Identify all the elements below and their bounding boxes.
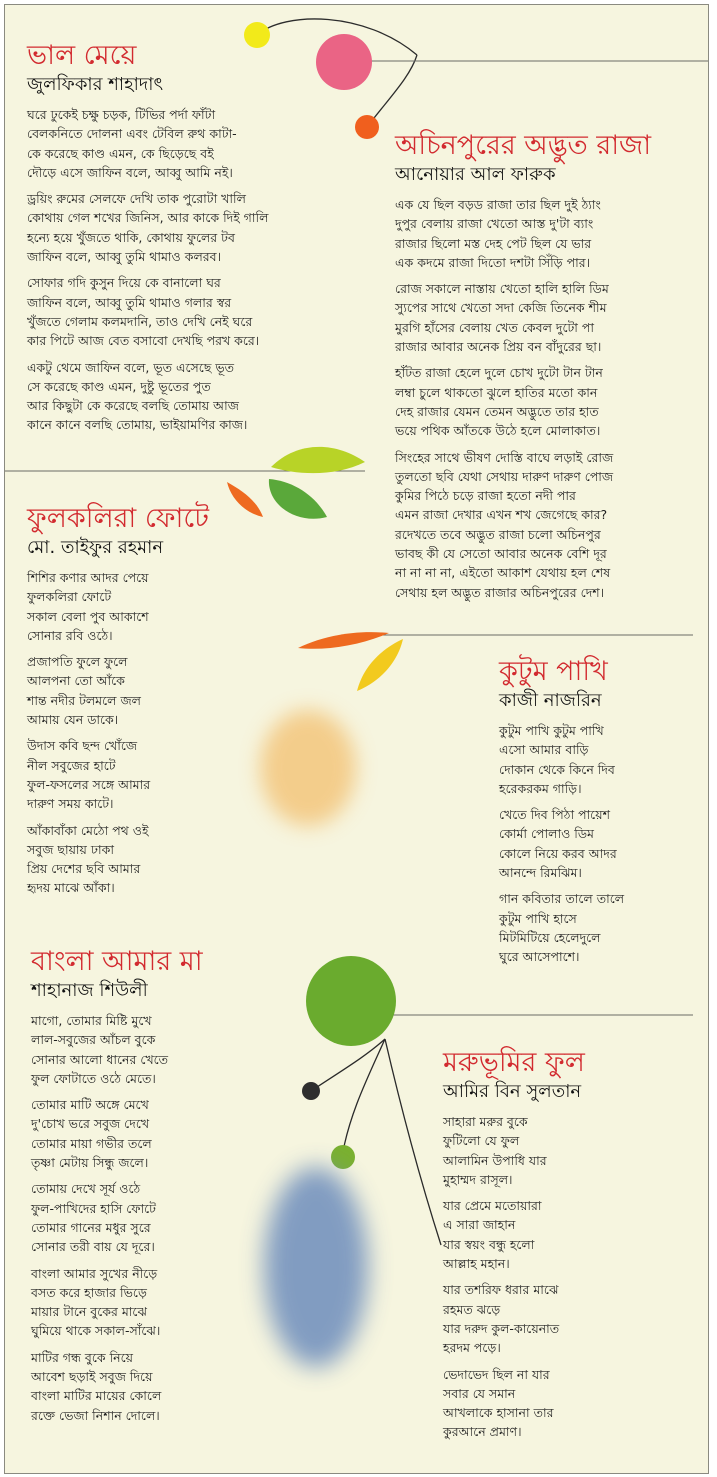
poem-line: তোমার মায়া গভীর তলে: [31, 1135, 152, 1151]
poem-line: কোলে নিয়ে করব আদর: [499, 845, 617, 861]
poem-line: ঘুরে আসেপাশে।: [499, 949, 580, 965]
poem-line: সিংহের সাথে ভীষণ দোস্তি বাঘে লড়াই রোজ: [395, 449, 614, 465]
poem-line: লাল-সবুজের আঁচল বুকে: [31, 1032, 156, 1048]
poem-line: মুহাম্মদ রাসূল।: [443, 1171, 513, 1187]
poem-author: কাজী নাজরিন: [499, 690, 602, 711]
poem-stanza: [31, 1348, 281, 1425]
poem-line: ফুলকলিরা ফোটে: [27, 589, 112, 605]
poem-line: যার দরুদ কুল-কায়েনাত: [443, 1320, 560, 1336]
poem-line: রদেখতে তবে অদ্ভুত রাজা চলো অচিনপুর: [395, 526, 601, 542]
poem-line: তৃষ্ণা মেটায় সিন্ধু জলে।: [31, 1155, 149, 1171]
poem-line: যার তশরিফ ধরার মাঝে: [443, 1282, 559, 1298]
poem-line: খেতে দিব পিঠা পায়েশ: [499, 807, 610, 823]
poem-line: আমায় যেন ডাকে।: [27, 712, 119, 728]
poem-author: শাহানাজ শিউলী: [31, 980, 148, 1001]
poem-stanza: [31, 1264, 281, 1341]
poem-stanza: [499, 721, 699, 798]
poem-line: এক যে ছিল বড়ড রাজা তার ছিল দুই ঠ্যাং: [395, 197, 601, 212]
poem-line: খুঁজতে গেলাম কলমদানি, তাও দেখি নেই ঘরে: [27, 313, 253, 329]
poem-ochinpurer-raja: [395, 129, 695, 609]
poem-line: স্যুপের সাথে খেতো সদা কেজি তিনেক শীম: [395, 300, 607, 316]
poem-line: যার স্বয়ং বন্ধু হলো: [443, 1236, 535, 1252]
poem-line: মিটমিটিয়ে হেলেদুলে: [499, 929, 601, 945]
poem-stanza: [443, 1280, 693, 1357]
poem-line: বাংলা মাটির মায়ের কোলে: [31, 1388, 162, 1404]
poem-line: দুপুর বেলায় রাজা খেতো আস্ত দু'টা ব্যাং: [395, 216, 594, 232]
poetry-page: [4, 4, 709, 1474]
poem-line: কুটুম পাখি কুটুম পাখি: [499, 723, 604, 738]
poem-line: ফুটিলো যে ফুল: [443, 1133, 520, 1149]
poem-stanza: [499, 889, 699, 966]
poem-stanza: [27, 358, 327, 435]
poem-line: মাগো, তোমার মিষ্টি মুখে: [31, 1013, 152, 1028]
poem-line: মায়ার টানে বুকের মাঝে: [31, 1304, 147, 1320]
poem-line: রক্তে ভেজা নিশান দোলে।: [31, 1407, 160, 1423]
poem-line: তোমায় দেখে সূর্য ওঠে: [31, 1181, 141, 1197]
poem-line: কুমির পিঠে চড়ে রাজা হতো নদী পার: [395, 488, 576, 504]
poem-line: কার পিটে আজ বেত বসাবো দেখছি পরখ করে।: [27, 333, 260, 349]
poem-line: সাহারা মরুর বুকে: [443, 1114, 528, 1129]
poem-line: দেহ রাজার যেমন তেমন অদ্ভুতে তার হাত: [395, 403, 599, 419]
poem-stanza: [27, 568, 287, 645]
poem-stanza: [443, 1196, 693, 1273]
poem-line: সেথায় হল অদ্ভুত রাজার অচিনপুরের দেশ।: [395, 584, 605, 600]
poem-line: আর কিছুটা কে করেছে বলছি তোমায় আজ: [27, 398, 239, 414]
poem-line: সবুজ ছায়ায় ঢাকা: [27, 841, 114, 857]
poem-line: কুটুম পাখি হাসে: [499, 910, 577, 926]
poem-line: কানে কানে বলছি তোমায়, ভাইয়ামণির কাজ।: [27, 417, 248, 433]
poem-author: জুলফিকার শাহাদাৎ: [27, 74, 164, 95]
poem-line: রোজ সকালে নাস্তায় খেতো হালি হালি ডিম: [395, 281, 609, 297]
poem-line: রহমত ঝড়ে: [443, 1301, 501, 1317]
poem-line: কুরআনে প্রমাণ।: [443, 1424, 522, 1440]
poem-line: তোমার মাটি অঙ্গে মেখে: [31, 1097, 149, 1113]
poem-line: দৌড়ে এসে জাফিন বলে, আব্বু আমি নই।: [27, 164, 233, 180]
poem-title: বাংলা আমার মা: [31, 946, 203, 977]
poem-stanza: [27, 736, 287, 813]
poem-kutum-pakhi: [499, 655, 699, 974]
poem-stanza: [443, 1365, 693, 1442]
poem-author: মো. তাইফুর রহমান: [27, 537, 164, 558]
poem-line: ড্রয়িং রুমের সেলফে দেখি তাক পুরোটা খালি: [27, 191, 246, 207]
poem-line: তোমার গানের মধুর সুরে: [31, 1219, 151, 1235]
poem-stanza: [27, 189, 327, 266]
dark-dot: [302, 1082, 320, 1100]
poem-line: নীল সবুজের হাটে: [27, 757, 116, 773]
poem-line: ভাবছ কী যে সেতো আবার অনেক বেশি দূর: [395, 546, 607, 562]
poem-line: মাটির গন্ধ বুকে নিয়ে: [31, 1349, 133, 1365]
poem-line: লম্বা চুলে থাকতো ঝুলে হাতির মতো কান: [395, 384, 598, 400]
poem-line: সোনার তরী বায় যে দূরে।: [31, 1239, 155, 1255]
poem-line: সে করেছে কাণ্ড এমন, দুষ্টু ভূতের পুত: [27, 378, 211, 394]
poem-stanza: [395, 448, 695, 602]
poem-stanza: [27, 652, 287, 729]
poem-line: হৃদয় মাঝে আঁকা।: [27, 880, 115, 896]
poem-line: ঘুমিয়ে থাকে সকাল-সাঁঝে।: [31, 1323, 161, 1339]
poem-stanza: [499, 805, 699, 882]
poem-line: প্রিয় দেশের ছবি আমার: [27, 861, 141, 877]
poem-line: হরদম পড়ে।: [443, 1340, 501, 1356]
poem-line: ভয়ে পথিক আঁতকে উঠে হলে মোলাকাত।: [395, 423, 601, 439]
poem-line: বসত করে হাজার ভিড়ে: [31, 1284, 147, 1300]
poem-phulkolira-phote: [27, 502, 287, 905]
poem-line: রাজার আবার অনেক প্রিয় বন বাঁদুরের ছা।: [395, 339, 602, 355]
poem-title: মরুভূমির ফুল: [443, 1047, 585, 1078]
poem-line: রাজার ছিলো মস্ত দেহ পেট ছিল যে ভার: [395, 235, 592, 251]
poem-line: আবেশ ছড়াই সবুজ দিয়ে: [31, 1369, 153, 1385]
poem-title: কুটুম পাখি: [499, 656, 608, 687]
poem-line: ফুল ফোটাতে ওঠে মেতে।: [31, 1070, 156, 1086]
poem-line: সোনার রবি ওঠে।: [27, 627, 113, 643]
poem-line: এমন রাজা দেখার এখন শখ জেগেছে কার?: [395, 507, 608, 523]
poem-bhalo-meye: [27, 39, 327, 442]
poem-morubhumir-phul: [443, 1046, 693, 1449]
poem-line: উদাস কবি ছন্দ খোঁজে: [27, 738, 138, 754]
poem-line: শিশির কণার আদর পেয়ে: [27, 570, 149, 585]
poem-line: না না না না, এইতো আকাশ যেথায় হল শেষ: [395, 565, 611, 581]
poem-line: তুলতো ছবি যেথা সেথায় দারুণ দারুণ পোজ: [395, 468, 614, 484]
poem-stanza: [31, 1179, 281, 1256]
poem-line: দারুণ সময় কাটে।: [27, 796, 114, 812]
poem-line: শান্ত নদীর টলমলে জল: [27, 692, 141, 708]
poem-line: সবার যে সমান: [443, 1385, 516, 1401]
poem-line: সকাল বেলা পুব আকাশে: [27, 608, 149, 624]
poem-line: জাফিন বলে, আব্বু তুমি থামাও গলার স্বর: [27, 294, 232, 310]
poem-line: যার প্রেমে মতোয়ারা: [443, 1198, 542, 1214]
poem-line: কে করেছে কাণ্ড এমন, কে ছিড়েছে বই: [27, 145, 214, 161]
poem-stanza: [27, 821, 287, 898]
poem-stanza: [27, 105, 327, 182]
poem-bangla-amar-ma: [31, 945, 281, 1432]
poem-line: দোকান থেকে কিনে দিব: [499, 761, 615, 777]
poem-line: হরেকরকম গাড়ি।: [499, 780, 582, 796]
green-circle: [306, 956, 396, 1046]
leaf-lime: [271, 447, 365, 473]
poem-line: সোনার আলো ধানের খেতে: [31, 1051, 169, 1067]
poem-line: ফুল-ফসলের সঙ্গে আমার: [27, 776, 151, 792]
poem-stanza: [27, 273, 327, 350]
poem-stanza: [31, 1095, 281, 1172]
poem-author: আমির বিন সুলতান: [443, 1081, 582, 1102]
poem-line: আলামিন উপাধি যার: [443, 1152, 547, 1168]
poem-line: ফুল-পাখিদের হাসি ফোটে: [31, 1200, 156, 1216]
poem-title: অচিনপুরের অদ্ভুত রাজা: [395, 130, 652, 161]
poem-title: ফুলকলিরা ফোটে: [27, 503, 209, 534]
orange-dot: [355, 115, 379, 139]
poem-line: আনন্দে রিমঝিম।: [499, 865, 582, 881]
poem-line: ঘরে ঢুকেই চক্ষু চড়ক, টিভির পর্দা ফাঁটা: [27, 107, 216, 122]
poem-line: এসো আমার বাড়ি: [499, 742, 589, 758]
poem-author: আনোয়ার আল ফারুক: [395, 164, 556, 185]
poem-line: এক কদমে রাজা দিতো দশটা সিঁড়ি পার।: [395, 254, 591, 270]
poem-stanza: [395, 279, 695, 356]
poem-line: আখলাকে হাসানা তার: [443, 1405, 554, 1421]
poem-line: মুরগি হাঁসের বেলায় খেত কেবল দুটো পা: [395, 319, 594, 335]
poem-stanza: [31, 1011, 281, 1088]
poem-stanza: [395, 195, 695, 272]
poem-line: কোর্মা পোলাও ডিম: [499, 826, 594, 842]
poem-line: প্রজাপতি ফুলে ফুলে: [27, 654, 128, 670]
poem-title: ভাল মেয়ে: [27, 40, 137, 71]
poem-line: হন্যে হয়ে খুঁজতে থাকি, কোথায় ফুলের টব: [27, 229, 235, 245]
poem-line: হাঁটত রাজা হেলে দুলে চোখ দুটো টান টান: [395, 365, 603, 381]
poem-line: একটু থেমে জাফিন বলে, ভূত এসেছে ভূত: [27, 359, 235, 375]
poem-line: বাংলা আমার সুখের নীড়ে: [31, 1265, 158, 1281]
poem-line: আঁকাবাঁকা মেঠো পথ ওই: [27, 822, 149, 838]
poem-line: দু'চোখ ভরে সবুজ দেখে: [31, 1116, 150, 1132]
poem-stanza: [395, 363, 695, 440]
poem-line: ভেদাভেদ ছিল না যার: [443, 1366, 550, 1382]
poem-line: আল্লাহ মহান।: [443, 1256, 510, 1272]
small-green-dot: [331, 1145, 355, 1169]
poem-stanza: [443, 1112, 693, 1189]
poem-line: আলপনা তো আঁকে: [27, 673, 125, 689]
poem-line: বেলকনিতে দোলনা এবং টেবিল রুথ কাটা-: [27, 126, 237, 142]
poem-line: জাফিন বলে, আব্বু তুমি থামাও কলরব।: [27, 249, 222, 265]
poem-line: কোথায় গেল শখের জিনিস, আর কাকে দিই গালি: [27, 210, 269, 226]
poem-line: এ সারা জাহান: [443, 1217, 516, 1233]
poem-line: সোফার গদি কুসুন দিয়ে কে বানালো ঘর: [27, 275, 221, 291]
poem-line: গান কবিতার তালে তালে: [499, 891, 625, 907]
